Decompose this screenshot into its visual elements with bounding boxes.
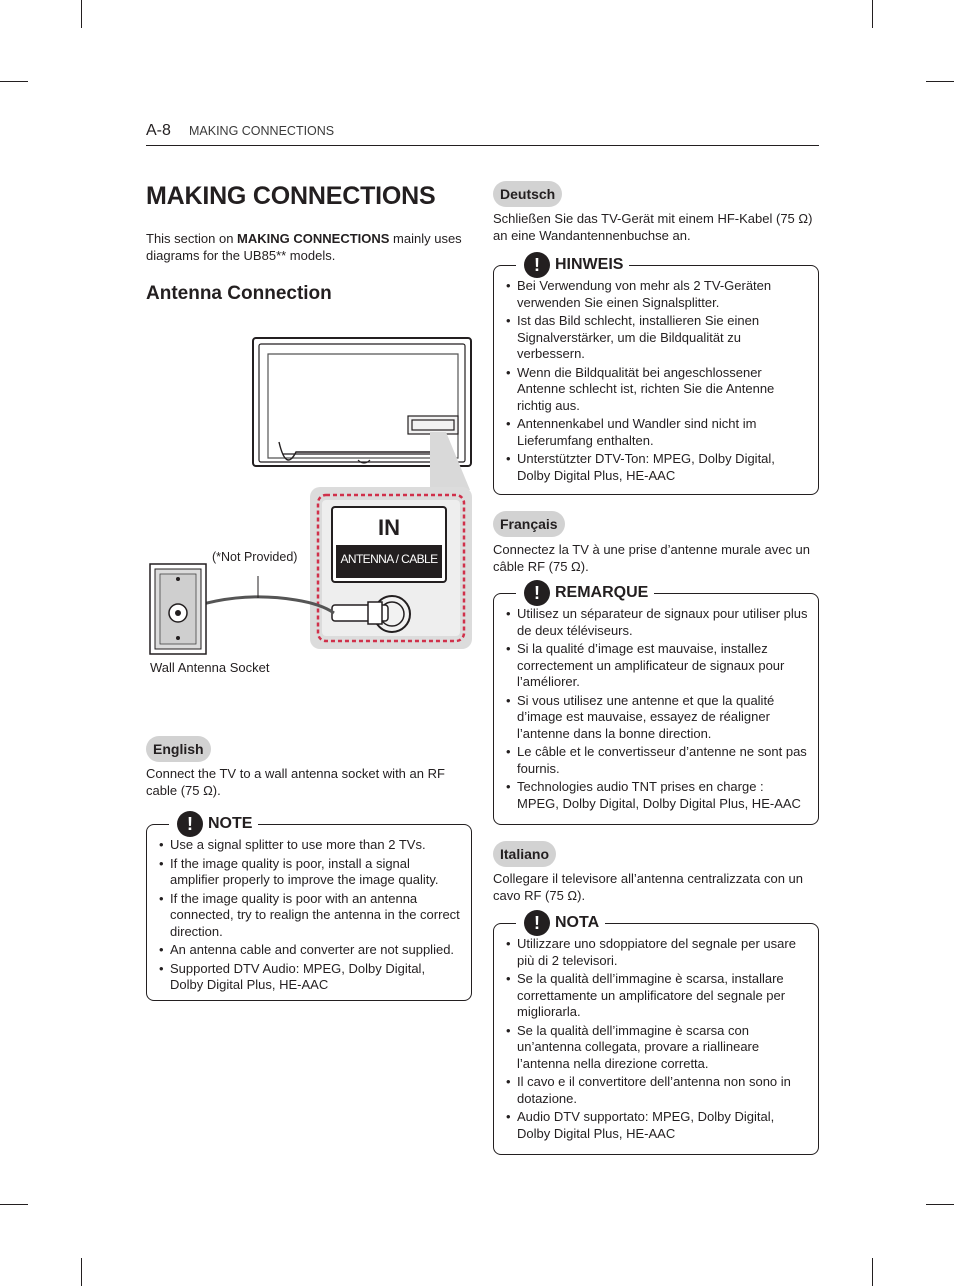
language-tag-francais: Français [493,511,565,537]
crop-mark [0,81,28,82]
crop-mark [0,1204,28,1205]
page-number: A-8 [146,122,171,139]
note-item: • Le câble et le convertisseur d’antenne ne sont pas fournis. [506,744,808,777]
note-item: • Se la qualità dell’immagine è scarsa, installare correttamente un amplificatore del segnale per migliorarla. [506,971,808,1021]
diagram-illustration [146,332,476,682]
crop-mark [872,0,873,28]
page-title: MAKING CONNECTIONS [146,182,436,210]
crop-mark [81,0,82,28]
francais-note-box [493,583,819,825]
crop-mark [926,81,954,82]
crop-mark [872,1258,873,1286]
note-heading: ! REMARQUE [516,578,654,608]
english-note-box [146,814,472,1001]
note-heading: ! NOTA [516,908,605,938]
crop-mark [926,1204,954,1205]
language-tag-english: English [146,736,211,762]
note-item: • Supported DTV Audio: MPEG, Dolby Digital, Dolby Digital Plus, HE-AAC [159,961,461,994]
francais-instruction: Connectez la TV à une prise d’antenne murale avec un câble RF (75 Ω). [493,542,811,574]
exclamation-icon: ! [177,811,203,837]
english-instruction: Connect the TV to a wall antenna socket with an RF cable (75 Ω). [146,766,445,798]
deutsch-note-box [493,255,819,495]
note-list [506,936,808,1142]
exclamation-icon: ! [524,252,550,278]
note-heading: ! NOTE [169,809,258,839]
note-item: • Technologies audio TNT prises en charge : MPEG, Dolby Digital, Dolby Digital Plus, HE-AAC [506,779,808,812]
note-item: • Se la qualità dell’immagine è scarsa con un’antenna collegata, provare a riallineare l’antenna nella direzione corretta. [506,1023,808,1073]
note-list [506,606,808,812]
wall-antenna-socket-label: Wall Antenna Socket [150,660,270,675]
note-item: • Wenn die Bildqualität bei angeschlossener Antenne schlecht ist, richten Sie die Antenne richtig aus. [506,365,808,415]
note-item: • Si vous utilisez une antenne et que la qualité d’image est mauvaise, essayez de réaligner l’antenne dans la bonne direction. [506,693,808,743]
antenna-cable-port-label: ANTENNA / CABLE [340,552,438,566]
antenna-connection-diagram [146,332,476,682]
italiano-instruction: Collegare il televisore all’antenna centralizzata con un cavo RF (75 Ω). [493,871,804,903]
note-item: • Utilizzare uno sdoppiatore del segnale per usare più di 2 televisori. [506,936,808,969]
page-header [146,120,819,146]
note-item: • If the image quality is poor, install a signal amplifier properly to improve the image quality. [159,856,461,889]
note-item: • Antennenkabel und Wandler sind nicht im Lieferumfang enthalten. [506,416,808,449]
language-tag-italiano: Italiano [493,841,556,867]
crop-mark [81,1258,82,1286]
note-item: • Ist das Bild schlecht, installieren Sie einen Signalverstärker, um die Bildqualität zu verbessern. [506,313,808,363]
intro-paragraph: This section on MAKING CONNECTIONS mainly uses diagrams for the UB85** models. [146,231,462,263]
note-item: • Il cavo e il convertitore dell’antenna non sono in dotazione. [506,1074,808,1107]
note-item: • Audio DTV supportato: MPEG, Dolby Digital, Dolby Digital Plus, HE-AAC [506,1109,808,1142]
note-item: • Use a signal splitter to use more than 2 TVs. [159,837,461,854]
note-item: • Unterstützter DTV-Ton: MPEG, Dolby Digital, Dolby Digital Plus, HE-AAC [506,451,808,484]
note-item: • Utilisez un séparateur de signaux pour utiliser plus de deux téléviseurs. [506,606,808,639]
exclamation-icon: ! [524,580,550,606]
italiano-note-box [493,913,819,1155]
note-item: • If the image quality is poor with an antenna connected, try to realign the antenna in the correct direction. [159,891,461,941]
note-list [159,837,461,994]
note-list [506,278,808,484]
section-subtitle: Antenna Connection [146,283,332,304]
language-tag-deutsch: Deutsch [493,181,562,207]
note-item: • Bei Verwendung von mehr als 2 TV-Geräten verwenden Sie einen Signalsplitter. [506,278,808,311]
deutsch-instruction: Schließen Sie das TV-Gerät mit einem HF-Kabel (75 Ω) an eine Wandantennenbuchse an. [493,211,813,243]
exclamation-icon: ! [524,910,550,936]
running-section-title: MAKING CONNECTIONS [189,124,335,138]
note-item: • An antenna cable and converter are not supplied. [159,942,461,959]
in-label: IN [378,515,400,540]
note-item: • Si la qualité d’image est mauvaise, installez correctement un amplificateur de signaux pour l’améliorer. [506,641,808,691]
note-heading: ! HINWEIS [516,250,629,280]
not-provided-label: (*Not Provided) [212,550,298,564]
